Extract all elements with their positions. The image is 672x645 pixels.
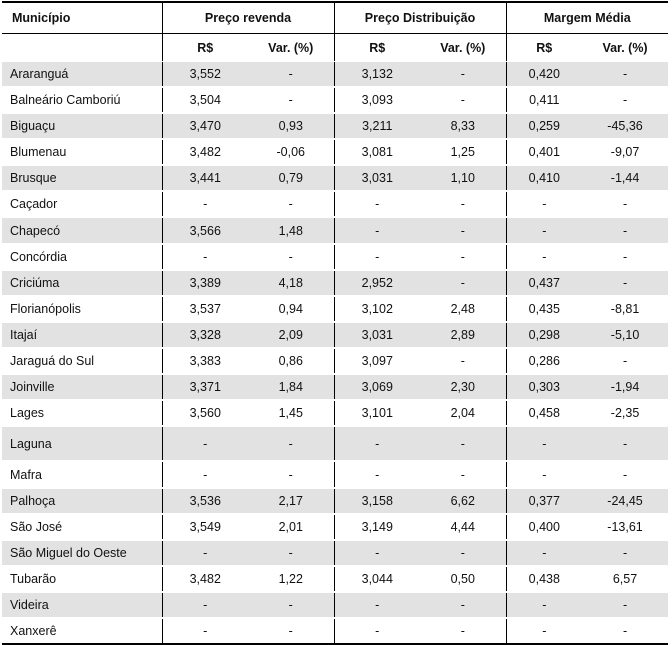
table-row (2, 540, 668, 566)
distribuicao-var-cell: 1,10 (420, 165, 506, 191)
municipio-cell: Caçador (2, 191, 162, 217)
margem-var-cell: - (582, 348, 668, 374)
table-row (2, 87, 668, 113)
distribuicao-rs-cell: - (334, 592, 420, 618)
header-sub-revenda-var: Var. (%) (248, 34, 334, 62)
margem-var-cell: -1,94 (582, 374, 668, 400)
header-preco-revenda: Preço revenda (162, 2, 334, 34)
municipio-cell: Concórdia (2, 244, 162, 270)
header-sub-distribuicao-var: Var. (%) (420, 34, 506, 62)
municipio-cell: Tubarão (2, 566, 162, 592)
margem-rs-cell: - (506, 191, 582, 217)
distribuicao-var-cell: - (420, 348, 506, 374)
revenda-rs-cell: - (162, 461, 248, 488)
distribuicao-var-cell: 8,33 (420, 113, 506, 139)
distribuicao-var-cell: - (420, 191, 506, 217)
revenda-var-cell: 4,18 (248, 270, 334, 296)
municipio-cell: Laguna (2, 426, 162, 461)
distribuicao-rs-cell: - (334, 618, 420, 644)
distribuicao-rs-cell: - (334, 426, 420, 461)
header-sub-margem-rs: R$ (506, 34, 582, 62)
margem-var-cell: -45,36 (582, 113, 668, 139)
distribuicao-rs-cell: 3,044 (334, 566, 420, 592)
municipio-cell: Itajaí (2, 322, 162, 348)
revenda-rs-cell: 3,371 (162, 374, 248, 400)
revenda-rs-cell: - (162, 244, 248, 270)
distribuicao-rs-cell: - (334, 244, 420, 270)
revenda-var-cell: - (248, 426, 334, 461)
margem-rs-cell: - (506, 461, 582, 488)
distribuicao-var-cell: 2,04 (420, 400, 506, 426)
margem-var-cell: -9,07 (582, 139, 668, 165)
header-preco-distribuicao: Preço Distribuição (334, 2, 506, 34)
revenda-rs-cell: 3,560 (162, 400, 248, 426)
revenda-rs-cell: 3,389 (162, 270, 248, 296)
header-margem-media: Margem Média (506, 2, 668, 34)
revenda-var-cell: - (248, 87, 334, 113)
table-row (2, 400, 668, 426)
table-row (2, 374, 668, 400)
distribuicao-var-cell: - (420, 270, 506, 296)
municipio-cell: Mafra (2, 461, 162, 488)
table-row (2, 514, 668, 540)
margem-rs-cell: 0,298 (506, 322, 582, 348)
table-row (2, 165, 668, 191)
header-sub-row (2, 34, 668, 62)
distribuicao-var-cell: 2,89 (420, 322, 506, 348)
distribuicao-rs-cell: 3,132 (334, 62, 420, 88)
revenda-var-cell: - (248, 592, 334, 618)
margem-var-cell: - (582, 461, 668, 488)
distribuicao-rs-cell: 3,101 (334, 400, 420, 426)
header-municipio: Município (2, 2, 162, 34)
municipio-cell: Araranguá (2, 62, 162, 88)
margem-rs-cell: - (506, 618, 582, 644)
margem-var-cell: - (582, 191, 668, 217)
revenda-var-cell: - (248, 244, 334, 270)
revenda-var-cell: 0,79 (248, 165, 334, 191)
revenda-rs-cell: - (162, 618, 248, 644)
margem-var-cell: - (582, 592, 668, 618)
distribuicao-var-cell: 2,30 (420, 374, 506, 400)
municipio-cell: Biguaçu (2, 113, 162, 139)
distribuicao-rs-cell: 3,031 (334, 322, 420, 348)
municipio-cell: Xanxerê (2, 618, 162, 644)
revenda-rs-cell: - (162, 426, 248, 461)
table-row (2, 244, 668, 270)
distribuicao-var-cell: - (420, 592, 506, 618)
distribuicao-var-cell: - (420, 618, 506, 644)
margem-rs-cell: 0,401 (506, 139, 582, 165)
margem-var-cell: - (582, 270, 668, 296)
table-row (2, 217, 668, 244)
revenda-rs-cell: 3,536 (162, 488, 248, 514)
distribuicao-rs-cell: 3,081 (334, 139, 420, 165)
distribuicao-rs-cell: 3,102 (334, 296, 420, 322)
distribuicao-var-cell: 4,44 (420, 514, 506, 540)
revenda-var-cell: - (248, 191, 334, 217)
margem-rs-cell: - (506, 426, 582, 461)
margem-var-cell: - (582, 87, 668, 113)
revenda-rs-cell: 3,552 (162, 62, 248, 88)
table-row (2, 270, 668, 296)
margem-var-cell: - (582, 217, 668, 244)
municipio-cell: Criciúma (2, 270, 162, 296)
revenda-var-cell: 2,09 (248, 322, 334, 348)
distribuicao-rs-cell: 3,149 (334, 514, 420, 540)
margem-var-cell: -24,45 (582, 488, 668, 514)
distribuicao-rs-cell: 2,952 (334, 270, 420, 296)
revenda-var-cell: 2,01 (248, 514, 334, 540)
margem-var-cell: 6,57 (582, 566, 668, 592)
revenda-var-cell: 0,94 (248, 296, 334, 322)
revenda-rs-cell: 3,482 (162, 566, 248, 592)
margem-rs-cell: - (506, 592, 582, 618)
margem-rs-cell: 0,438 (506, 566, 582, 592)
municipio-cell: Chapecó (2, 217, 162, 244)
header-group-row (2, 2, 668, 34)
revenda-var-cell: 1,45 (248, 400, 334, 426)
revenda-var-cell: 1,84 (248, 374, 334, 400)
margem-var-cell: - (582, 426, 668, 461)
table-row (2, 488, 668, 514)
distribuicao-var-cell: - (420, 461, 506, 488)
margem-rs-cell: - (506, 540, 582, 566)
margem-rs-cell: 0,437 (506, 270, 582, 296)
distribuicao-var-cell: - (420, 87, 506, 113)
distribuicao-var-cell: - (420, 540, 506, 566)
header-sub-empty (2, 34, 162, 62)
table-row (2, 348, 668, 374)
distribuicao-rs-cell: 3,211 (334, 113, 420, 139)
distribuicao-rs-cell: 3,069 (334, 374, 420, 400)
distribuicao-rs-cell: 3,031 (334, 165, 420, 191)
margem-rs-cell: 0,259 (506, 113, 582, 139)
revenda-rs-cell: 3,482 (162, 139, 248, 165)
revenda-rs-cell: 3,328 (162, 322, 248, 348)
distribuicao-var-cell: 2,48 (420, 296, 506, 322)
fuel-price-table (2, 1, 668, 645)
distribuicao-var-cell: - (420, 426, 506, 461)
distribuicao-rs-cell: 3,093 (334, 87, 420, 113)
distribuicao-var-cell: - (420, 244, 506, 270)
revenda-rs-cell: - (162, 540, 248, 566)
margem-var-cell: -5,10 (582, 322, 668, 348)
header-sub-revenda-rs: R$ (162, 34, 248, 62)
municipio-cell: Joinville (2, 374, 162, 400)
margem-rs-cell: 0,435 (506, 296, 582, 322)
margem-rs-cell: 0,303 (506, 374, 582, 400)
table-row (2, 618, 668, 644)
table-row (2, 296, 668, 322)
distribuicao-var-cell: 6,62 (420, 488, 506, 514)
distribuicao-rs-cell: - (334, 461, 420, 488)
distribuicao-var-cell: 1,25 (420, 139, 506, 165)
revenda-var-cell: 0,93 (248, 113, 334, 139)
revenda-var-cell: -0,06 (248, 139, 334, 165)
margem-rs-cell: 0,411 (506, 87, 582, 113)
margem-rs-cell: 0,400 (506, 514, 582, 540)
table-row (2, 62, 668, 88)
revenda-var-cell: 0,86 (248, 348, 334, 374)
revenda-rs-cell: - (162, 592, 248, 618)
margem-rs-cell: 0,410 (506, 165, 582, 191)
municipio-cell: Blumenau (2, 139, 162, 165)
table-row (2, 426, 668, 461)
margem-var-cell: -1,44 (582, 165, 668, 191)
municipio-cell: Videira (2, 592, 162, 618)
margem-rs-cell: - (506, 217, 582, 244)
revenda-rs-cell: 3,441 (162, 165, 248, 191)
table-row (2, 461, 668, 488)
revenda-var-cell: - (248, 461, 334, 488)
municipio-cell: Florianópolis (2, 296, 162, 322)
header-sub-distribuicao-rs: R$ (334, 34, 420, 62)
revenda-var-cell: 1,48 (248, 217, 334, 244)
distribuicao-rs-cell: 3,097 (334, 348, 420, 374)
distribuicao-var-cell: 0,50 (420, 566, 506, 592)
revenda-var-cell: - (248, 618, 334, 644)
table-body (2, 62, 668, 645)
margem-var-cell: - (582, 618, 668, 644)
margem-var-cell: -8,81 (582, 296, 668, 322)
municipio-cell: Lages (2, 400, 162, 426)
revenda-var-cell: 1,22 (248, 566, 334, 592)
revenda-rs-cell: 3,383 (162, 348, 248, 374)
municipio-cell: São José (2, 514, 162, 540)
distribuicao-rs-cell: 3,158 (334, 488, 420, 514)
margem-var-cell: - (582, 62, 668, 88)
distribuicao-rs-cell: - (334, 540, 420, 566)
revenda-rs-cell: 3,504 (162, 87, 248, 113)
municipio-cell: Palhoça (2, 488, 162, 514)
table-row (2, 322, 668, 348)
header-sub-margem-var: Var. (%) (582, 34, 668, 62)
margem-var-cell: - (582, 540, 668, 566)
revenda-var-cell: 2,17 (248, 488, 334, 514)
revenda-rs-cell: 3,549 (162, 514, 248, 540)
distribuicao-var-cell: - (420, 62, 506, 88)
municipio-cell: São Miguel do Oeste (2, 540, 162, 566)
municipio-cell: Brusque (2, 165, 162, 191)
table-row (2, 191, 668, 217)
margem-rs-cell: 0,420 (506, 62, 582, 88)
margem-rs-cell: 0,377 (506, 488, 582, 514)
margem-var-cell: -2,35 (582, 400, 668, 426)
revenda-rs-cell: 3,537 (162, 296, 248, 322)
revenda-rs-cell: 3,566 (162, 217, 248, 244)
table-row (2, 113, 668, 139)
margem-var-cell: -13,61 (582, 514, 668, 540)
margem-rs-cell: - (506, 244, 582, 270)
municipio-cell: Balneário Camboriú (2, 87, 162, 113)
distribuicao-var-cell: - (420, 217, 506, 244)
table-row (2, 592, 668, 618)
distribuicao-rs-cell: - (334, 217, 420, 244)
revenda-rs-cell: 3,470 (162, 113, 248, 139)
revenda-var-cell: - (248, 62, 334, 88)
margem-rs-cell: 0,286 (506, 348, 582, 374)
distribuicao-rs-cell: - (334, 191, 420, 217)
price-table-container (2, 0, 670, 645)
margem-var-cell: - (582, 244, 668, 270)
margem-rs-cell: 0,458 (506, 400, 582, 426)
table-row (2, 139, 668, 165)
revenda-var-cell: - (248, 540, 334, 566)
municipio-cell: Jaraguá do Sul (2, 348, 162, 374)
revenda-rs-cell: - (162, 191, 248, 217)
table-row (2, 566, 668, 592)
